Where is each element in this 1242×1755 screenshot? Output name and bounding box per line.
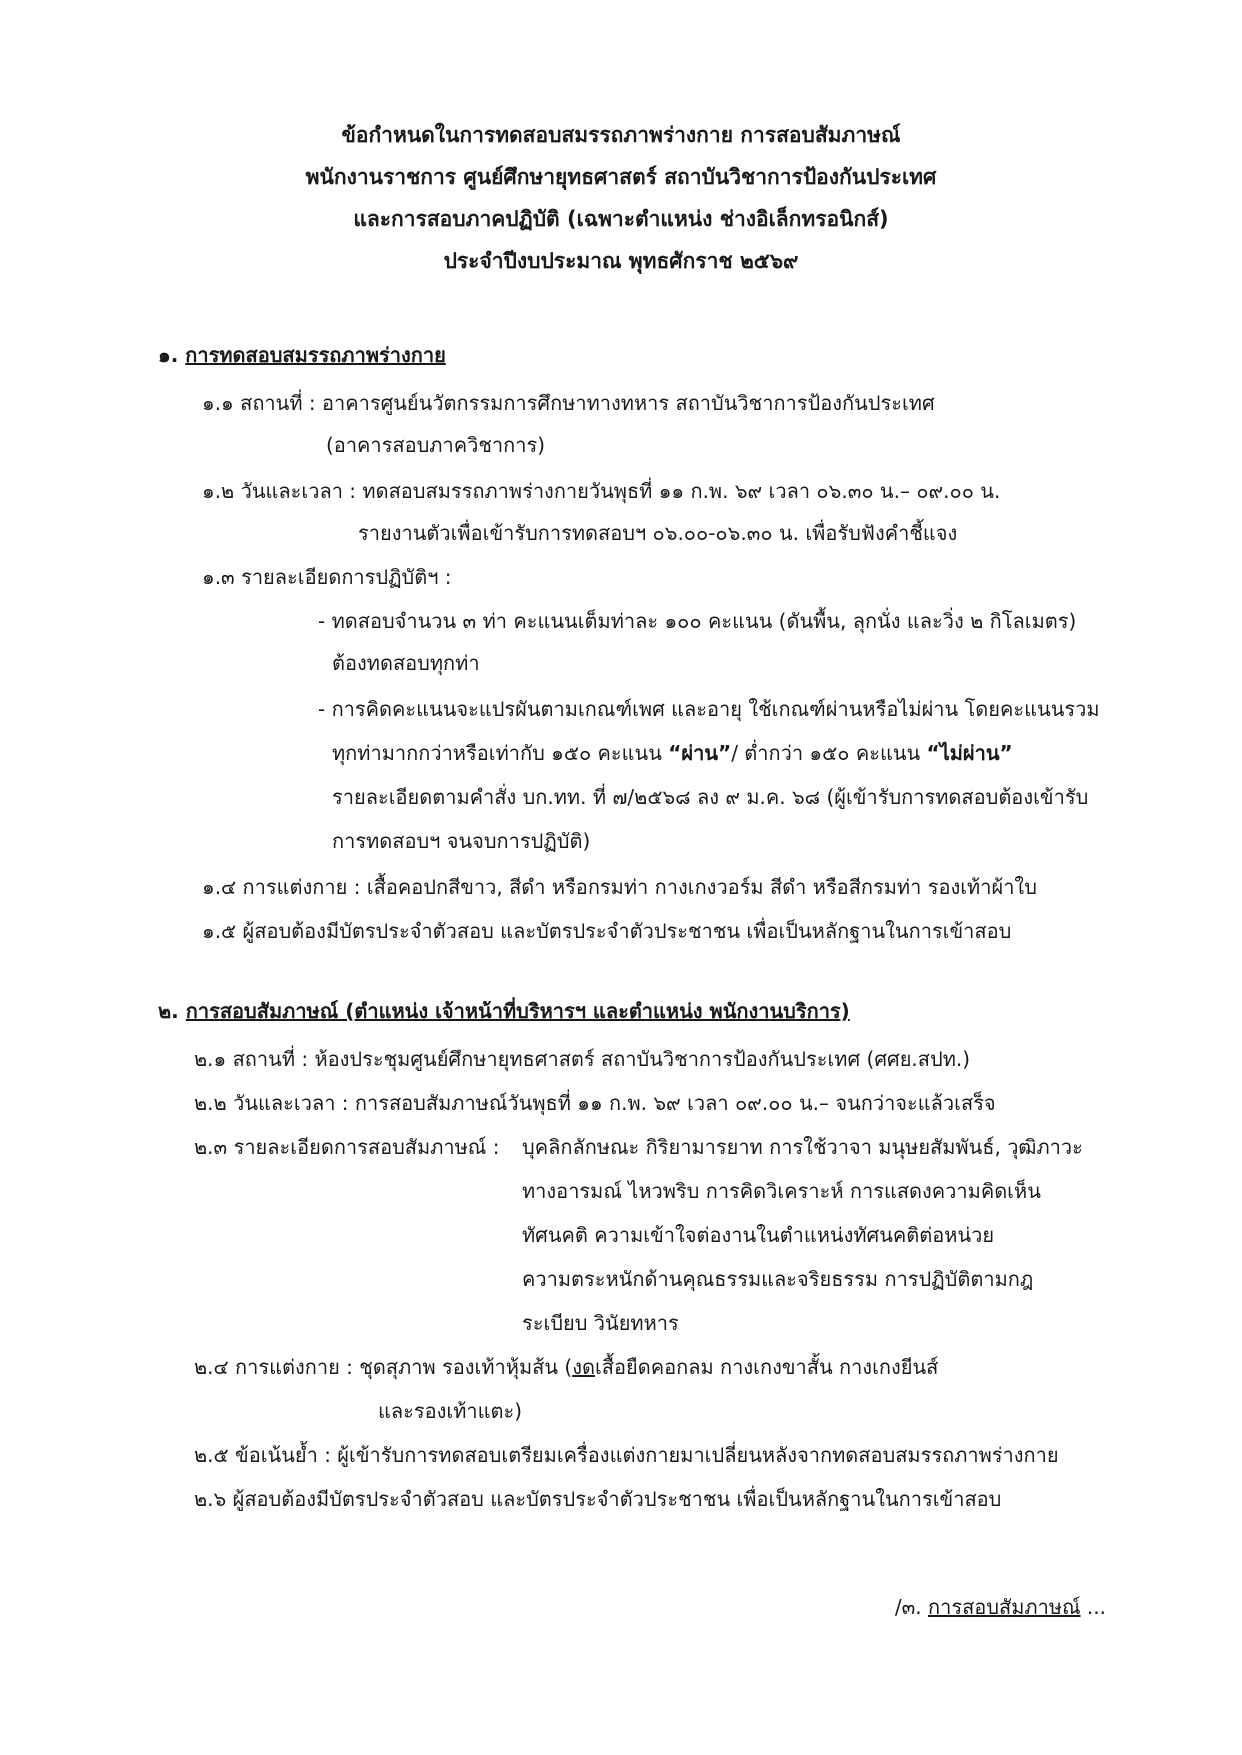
- pass-label: “ผ่าน”: [668, 741, 732, 765]
- item-1-1-text: อาคารศูนย์นวัตกรรมการศึกษาทางทหาร สถาบันวิชาการป้องกันประเทศ: [321, 391, 935, 415]
- continuation-prefix: /๓.: [894, 1595, 929, 1619]
- title-line-3: และการสอบภาคปฏิบัติ (เฉพาะตำแหน่ง ช่างอิเล็กทรอนิกส์): [353, 207, 889, 231]
- score-threshold-text: ทุกท่ามากกว่าหรือเท่ากับ ๑๕๐ คะแนน: [332, 741, 669, 765]
- section-1-heading: [158, 338, 446, 372]
- section-2-number: ๒.: [158, 999, 179, 1023]
- title-line-1: ข้อกำหนดในการทดสอบสมรรถภาพร่างกาย การสอบสัมภาษณ์: [341, 123, 901, 147]
- item-1-1-label: ๑.๑ สถานที่ :: [202, 391, 316, 415]
- title-line-2: พนักงานราชการ ศูนย์ศึกษายุทธศาสตร์ สถาบันวิชาการป้องกันประเทศ: [305, 165, 937, 189]
- item-2-3-line-4: ความตระหนักด้านคุณธรรมและจริยธรรม การปฏิบัติตามกฎ: [522, 1267, 1034, 1291]
- page-continuation: [895, 1590, 1106, 1624]
- section-1-title: การทดสอบสมรรถภาพร่างกาย: [185, 343, 446, 367]
- section-1-number: ๑.: [158, 343, 179, 367]
- item-1-4-text: เสื้อคอปกสีขาว, สีดำ หรือกรมท่า กางเกงวอร์ม สีดำ หรือสีกรมท่า รองเท้าผ้าใบ: [366, 875, 1037, 899]
- item-2-3-line-2: ทางอารมณ์ ไหวพริบ การคิดวิเคราะห์ การแสดงความคิดเห็น: [522, 1179, 1041, 1203]
- item-2-1: ๒.๑ สถานที่ : ห้องประชุมศูนย์ศึกษายุทธศาสตร์ สถาบันวิชาการป้องกันประเทศ (ศศย.สปท.): [194, 1047, 971, 1071]
- item-2-5: ๒.๕ ข้อเน้นย้ำ : ผู้เข้ารับการทดสอบเตรียมเครื่องแต่งกายมาเปลี่ยนหลังจากทดสอบสมรรถภาพร่างกาย: [194, 1443, 1059, 1467]
- fail-label: “ไม่ผ่าน”: [926, 741, 1013, 765]
- section-2-heading: [158, 994, 850, 1028]
- item-1-4: [202, 870, 1037, 904]
- item-1-3-bullet-1: - ทดสอบจำนวน ๓ ท่า คะแนนเต็มท่าละ ๑๐๐ คะแนน (ดันพื้น, ลุกนั่ง และวิ่ง ๒ กิโลเมตร): [318, 609, 1077, 633]
- item-2-4-text-b: เสื้อยืดคอกลม กางเกงขาสั้น กางเกงยีนส์: [594, 1355, 939, 1379]
- item-1-1: [202, 386, 935, 420]
- item-1-3-bullet-2-line4: การทดสอบฯ จนจบการปฏิบัติ): [332, 829, 591, 853]
- section-2-title: การสอบสัมภาษณ์ (ตำแหน่ง เจ้าหน้าที่บริหารฯ และตำแหน่ง พนักงานบริการ): [185, 999, 850, 1023]
- item-2-4-text-a: ชุดสุภาพ รองเท้าหุ้มส้น (: [359, 1355, 573, 1379]
- item-1-3-bullet-2-line2: [332, 736, 1013, 770]
- item-2-3-label: ๒.๓ รายละเอียดการสอบสัมภาษณ์ :: [194, 1135, 500, 1159]
- item-1-2-text: ทดสอบสมรรถภาพร่างกายวันพุธที่ ๑๑ ก.พ. ๖๙ เวลา ๐๖.๓๐ น.– ๐๙.๐๐ น.: [362, 479, 1001, 503]
- item-2-6: ๒.๖ ผู้สอบต้องมีบัตรประจำตัวสอบ และบัตรประจำตัวประชาชน เพื่อเป็นหลักฐานในการเข้าสอบ: [194, 1487, 1002, 1511]
- item-1-4-label: ๑.๔ การแต่งกาย :: [202, 875, 361, 899]
- item-2-2: ๒.๒ วันและเวลา : การสอบสัมภาษณ์วันพุธที่ ๑๑ ก.พ. ๖๙ เวลา ๐๙.๐๐ น.– จนกว่าจะแล้วเสร็จ: [194, 1091, 996, 1115]
- item-2-3-line-1: บุคลิกลักษณะ กิริยามารยาท การใช้วาจา มนุษยสัมพันธ์, วุฒิภาวะ: [522, 1135, 1083, 1159]
- item-1-1-line2: (อาคารสอบภาควิชาการ): [326, 433, 546, 457]
- continuation-suffix: ...: [1080, 1595, 1106, 1619]
- item-1-2: [202, 474, 1000, 508]
- item-1-3-bullet-2: - การคิดคะแนนจะแปรผันตามเกณฑ์เพศ และอายุ ใช้เกณฑ์ผ่านหรือไม่ผ่าน โดยคะแนนรวม: [318, 697, 1100, 721]
- item-1-3-label: ๑.๓ รายละเอียดการปฏิบัติฯ :: [202, 565, 452, 589]
- item-1-2-label: ๑.๒ วันและเวลา :: [202, 479, 357, 503]
- item-2-4-label: ๒.๔ การแต่งกาย :: [194, 1355, 353, 1379]
- item-1-3-bullet-1-line2: ต้องทดสอบทุกท่า: [332, 651, 480, 675]
- item-2-3-line-3: ทัศนคติ ความเข้าใจต่องานในตำแหน่งทัศนคติต่อหน่วย: [522, 1223, 995, 1247]
- item-2-4-prohibit: งด: [572, 1355, 595, 1379]
- item-1-5: ๑.๕ ผู้สอบต้องมีบัตรประจำตัวสอบ และบัตรประจำตัวประชาชน เพื่อเป็นหลักฐานในการเข้าสอบ: [202, 919, 1012, 943]
- item-2-4-line2: และรองเท้าแตะ): [378, 1399, 523, 1423]
- title-line-4: ประจำปีงบประมาณ พุทธศักราช ๒๕๖๙: [443, 249, 799, 273]
- item-2-3-line-5: ระเบียบ วินัยทหาร: [522, 1311, 679, 1335]
- item-2-4: [194, 1350, 938, 1384]
- item-1-3-bullet-2-line3: รายละเอียดตามคำสั่ง บก.ทท. ที่ ๗/๒๕๖๘ ลง ๙ ม.ค. ๖๘ (ผู้เข้ารับการทดสอบต้องเข้ารับ: [332, 785, 1089, 809]
- item-1-2-line2: รายงานตัวเพื่อเข้ารับการทดสอบฯ ๐๖.๐๐-๐๖.๓๐ น. เพื่อรับฟังคำชี้แจง: [358, 521, 958, 545]
- continuation-title: การสอบสัมภาษณ์: [928, 1595, 1081, 1619]
- fail-threshold-text: / ต่ำกว่า ๑๕๐ คะแนน: [731, 741, 927, 765]
